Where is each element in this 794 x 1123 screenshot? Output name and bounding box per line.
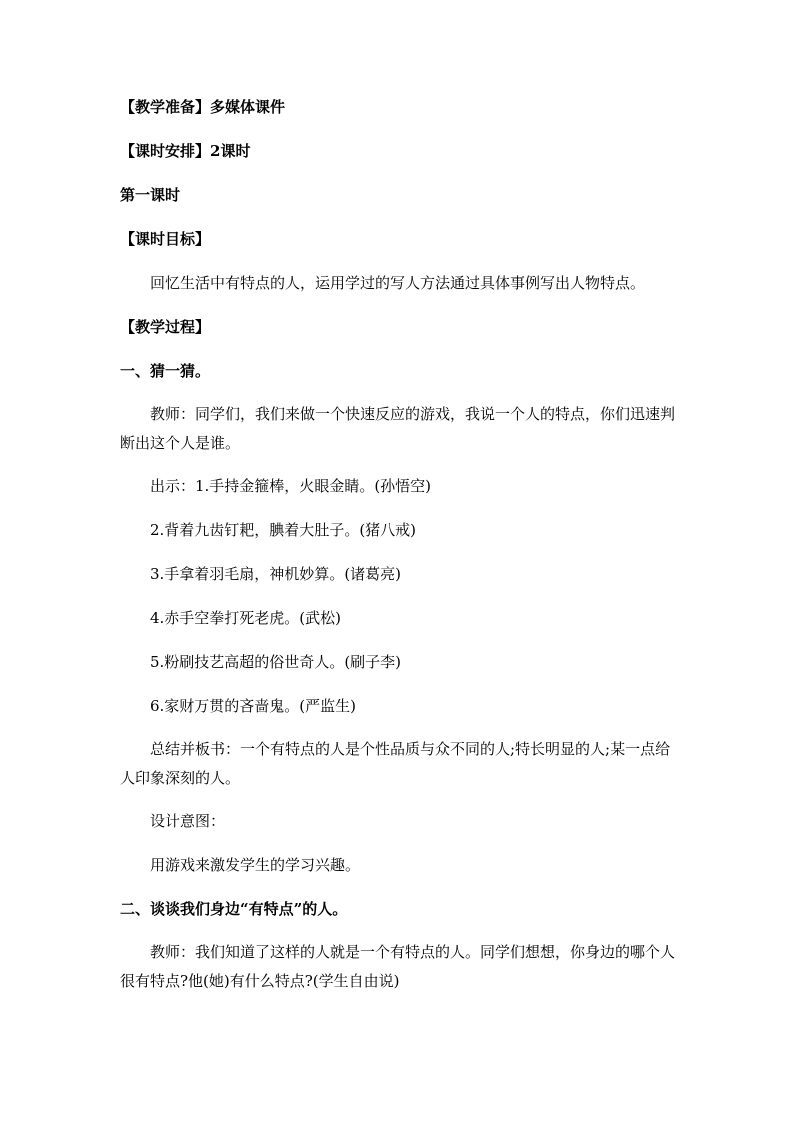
design-label: 设计意图：: [150, 812, 226, 830]
schedule-line: 【课时安排】2课时: [120, 142, 251, 160]
list-item: 2.背着九齿钉耙，腆着大肚子。(猪八戒): [150, 521, 417, 539]
list-item: 4.赤手空拳打死老虎。(武松): [150, 609, 342, 627]
summary-text: 总结并板书：一个有特点的人是个性品质与众不同的人;特长明显的人;某一点给人印象深刻的人。: [120, 740, 671, 787]
list-item: 出示：1.手持金箍棒，火眼金睛。(孙悟空): [150, 477, 432, 495]
goal-text: 回忆生活中有特点的人，运用学过的写人方法通过具体事例写出人物特点。: [150, 274, 646, 292]
section2-heading: 二、谈谈我们身边“有特点”的人。: [120, 900, 348, 918]
process-heading: 【教学过程】: [120, 318, 211, 336]
design-text: 用游戏来激发学生的学习兴趣。: [150, 856, 361, 874]
prep-line: 【教学准备】多媒体课件: [120, 98, 286, 116]
section1-heading: 一、猜一猜。: [120, 362, 211, 380]
list-item: 6.家财万贯的吝啬鬼。(严监生): [150, 697, 357, 715]
goal-heading: 【课时目标】: [120, 230, 211, 248]
list-item: 3.手拿着羽毛扇，神机妙算。(诸葛亮): [150, 565, 402, 583]
list-item: 5.粉刷技艺高超的俗世奇人。(刷子李): [150, 653, 402, 671]
teacher-question: 教师：我们知道了这样的人就是一个有特点的人。同学们想想，你身边的哪个人很有特点?他(她)有什么特点?(学生自由说): [120, 943, 676, 990]
lesson-heading: 第一课时: [120, 186, 181, 204]
document-page: [120, 92, 680, 1009]
teacher-intro: 教师：同学们，我们来做一个快速反应的游戏，我说一个人的特点，你们迅速判断出这个人是谁。: [120, 405, 676, 452]
